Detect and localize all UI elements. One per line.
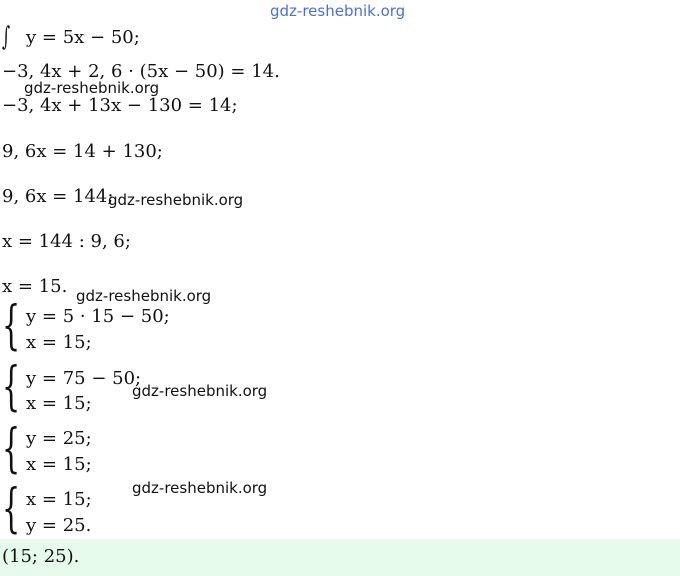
equation-2: −3, 4x + 13x − 130 = 14;: [2, 95, 238, 116]
equation-4: 9, 6x = 144;: [2, 186, 114, 207]
watermark-top: gdz-reshebnik.org: [270, 2, 406, 20]
equation-3: 9, 6x = 14 + 130;: [2, 141, 163, 162]
answer-text: (15; 25).: [2, 546, 80, 567]
system-1-line-2: x = 15;: [26, 332, 92, 353]
equation-5: x = 144 : 9, 6;: [2, 231, 131, 252]
system-4-line-2: y = 25.: [26, 515, 92, 536]
system-brace: ∫: [2, 22, 11, 52]
system-1-line-1: y = 5 · 15 − 50;: [26, 306, 170, 327]
system-4-brace: {: [2, 479, 21, 539]
watermark-3: gdz-reshebnik.org: [76, 287, 212, 305]
system-2-brace: {: [2, 357, 21, 417]
system-4-line-1: x = 15;: [26, 489, 92, 510]
answer-highlight: [0, 539, 680, 576]
system-2-line-1: y = 75 − 50;: [26, 368, 142, 389]
watermark-5: gdz-reshebnik.org: [132, 479, 268, 497]
system-2-line-2: x = 15;: [26, 393, 92, 414]
system-3-line-2: x = 15;: [26, 454, 92, 475]
system-0-line-1: y = 5x − 50;: [26, 27, 140, 48]
equation-1: −3, 4x + 2, 6 · (5x − 50) = 14.: [2, 61, 280, 82]
system-3-brace: {: [2, 419, 21, 479]
watermark-1: gdz-reshebnik.org: [24, 79, 160, 97]
system-3-line-1: y = 25;: [26, 428, 92, 449]
system-1-brace: {: [2, 296, 21, 356]
watermark-2: gdz-reshebnik.org: [108, 191, 244, 209]
watermark-4: gdz-reshebnik.org: [132, 382, 268, 400]
equation-6: x = 15.: [2, 276, 68, 297]
